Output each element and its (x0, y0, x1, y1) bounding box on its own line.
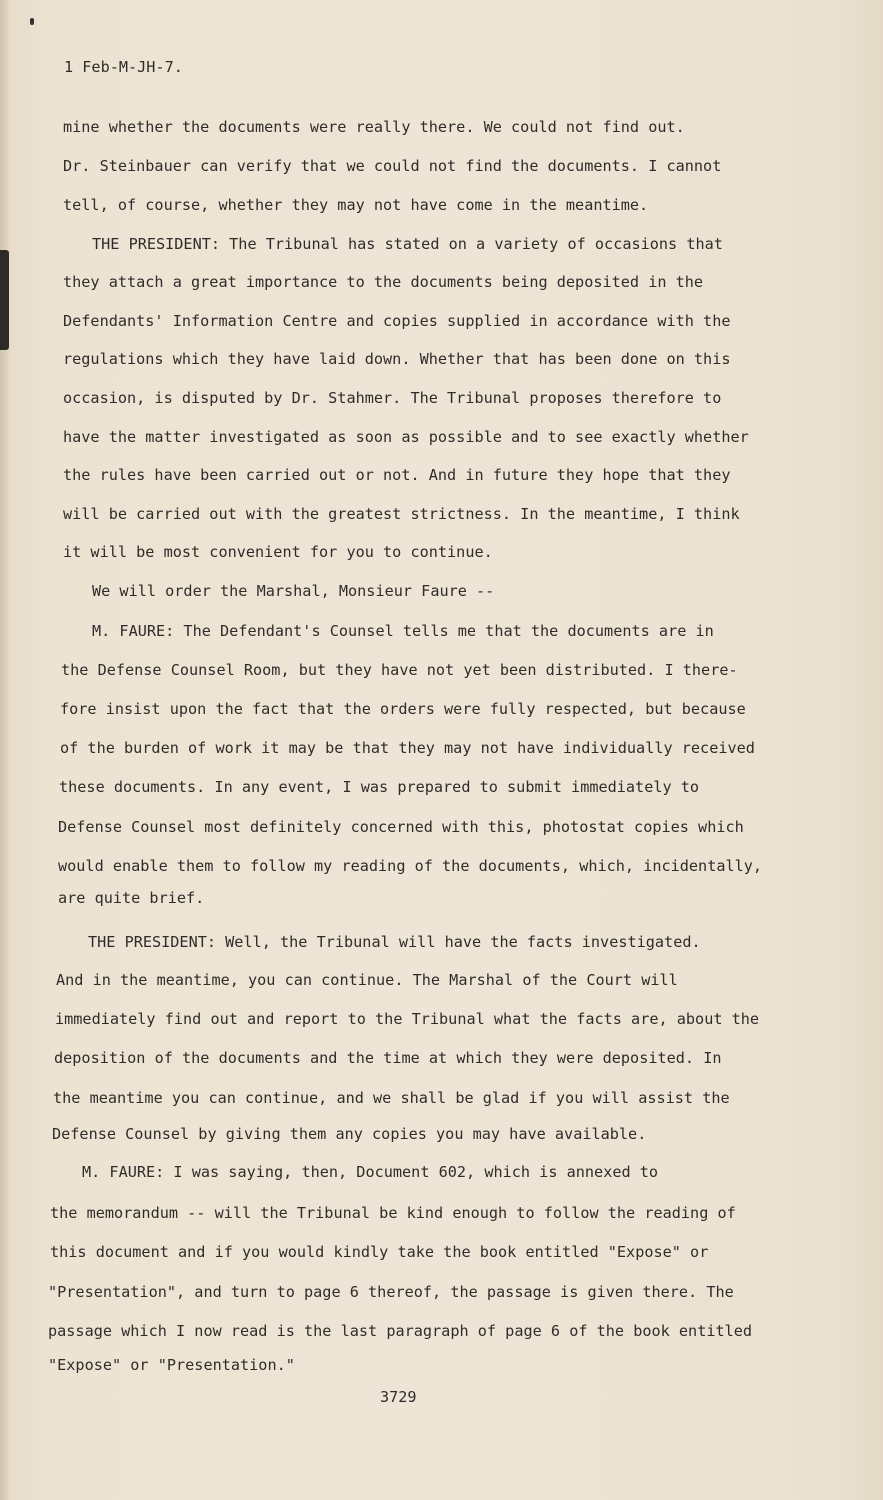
text-line: THE PRESIDENT: The Tribunal has stated on a variety of occasions that (92, 235, 723, 253)
text-line: "Presentation", and turn to page 6 thereof, the passage is given there. The (48, 1283, 734, 1301)
text-line: Defense Counsel by giving them any copies you may have available. (52, 1125, 647, 1143)
text-line: THE PRESIDENT: Well, the Tribunal will have the facts investigated. (88, 933, 701, 951)
text-line: fore insist upon the fact that the orders were fully respected, but because (60, 700, 746, 718)
text-line: Defense Counsel most definitely concerned with this, photostat copies which (58, 818, 744, 836)
text-line: passage which I now read is the last paragraph of page 6 of the book entitled (48, 1322, 753, 1340)
text-line: M. FAURE: I was saying, then, Document 602, which is annexed to (82, 1163, 659, 1181)
paper-left-edge (0, 0, 10, 1500)
text-line: regulations which they have laid down. Whether that has been done on this (63, 350, 731, 368)
text-line: Dr. Steinbauer can verify that we could not find the documents. I cannot (63, 157, 722, 175)
text-line: mine whether the documents were really there. We could not find out. (63, 118, 685, 136)
text-line: they attach a great importance to the documents being deposited in the (63, 273, 704, 291)
text-line: will be carried out with the greatest strictness. In the meantime, I think (63, 505, 740, 523)
binding-shadow (0, 250, 9, 350)
text-line: this document and if you would kindly take the book entitled "Expose" or (50, 1243, 709, 1261)
text-line: deposition of the documents and the time at which they were deposited. In (54, 1049, 722, 1067)
text-line: tell, of course, whether they may not have come in the meantime. (63, 196, 649, 214)
text-line: immediately find out and report to the Tribunal what the facts are, about the (55, 1010, 760, 1028)
text-line: occasion, is disputed by Dr. Stahmer. The Tribunal proposes therefore to (63, 389, 722, 407)
text-line: are quite brief. (58, 889, 205, 907)
ink-mark (30, 18, 34, 25)
text-line: M. FAURE: The Defendant's Counsel tells me that the documents are in (92, 622, 714, 640)
text-line: have the matter investigated as soon as possible and to see exactly whether (63, 428, 749, 446)
text-line: of the burden of work it may be that they may not have individually received (60, 739, 755, 757)
text-line: it will be most convenient for you to continue. (63, 543, 493, 561)
document-reference: 1 Feb-M-JH-7. (64, 58, 183, 76)
text-line: the Defense Counsel Room, but they have not yet been distributed. I there- (61, 661, 738, 679)
text-line: the rules have been carried out or not. And in future they hope that they (63, 466, 731, 484)
text-line: We will order the Marshal, Monsieur Faure -- (92, 582, 495, 600)
text-line: the meantime you can continue, and we shall be glad if you will assist the (53, 1089, 730, 1107)
text-line: the memorandum -- will the Tribunal be kind enough to follow the reading of (50, 1204, 736, 1222)
text-line: these documents. In any event, I was prepared to submit immediately to (59, 778, 700, 796)
text-line: And in the meantime, you can continue. The Marshal of the Court will (56, 971, 678, 989)
page-number: 3729 (380, 1388, 417, 1406)
text-line: "Expose" or "Presentation." (48, 1356, 295, 1374)
text-line: Defendants' Information Centre and copies supplied in accordance with the (63, 312, 731, 330)
text-line: would enable them to follow my reading of the documents, which, incidentally, (58, 857, 763, 875)
